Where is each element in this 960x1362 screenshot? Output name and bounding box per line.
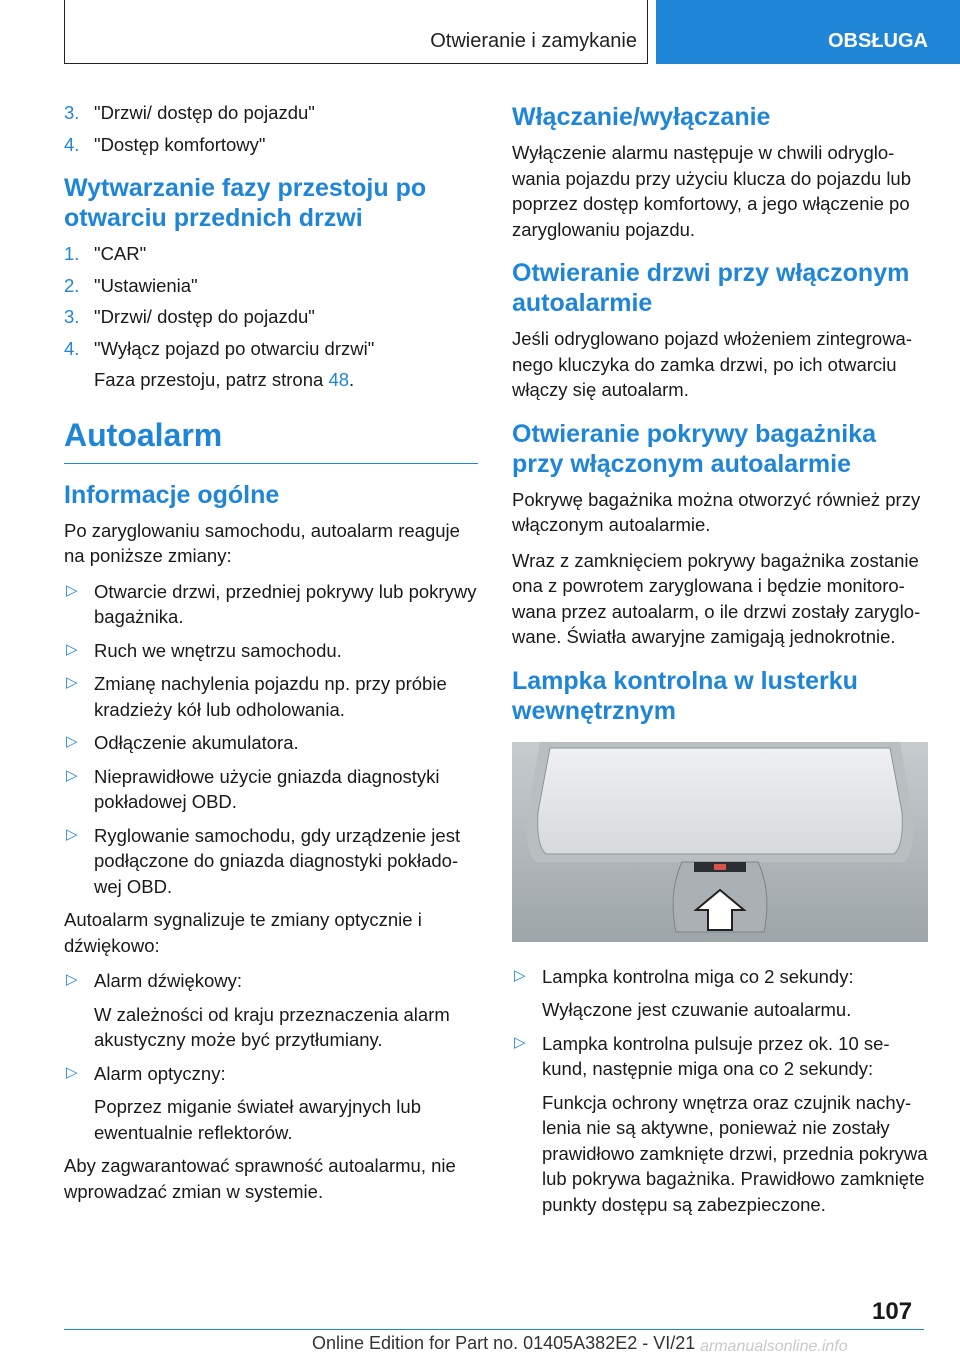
header-title: Otwieranie i zamykanie <box>430 30 637 52</box>
triangle-bullet-icon: ▷ <box>66 733 78 750</box>
list-item: 4. "Dostęp komfortowy" <box>64 133 266 155</box>
footer-divider <box>64 1329 924 1330</box>
triangle-bullet-icon: ▷ <box>66 1063 78 1081</box>
right-column <box>512 100 928 1225</box>
page-link[interactable]: 48 <box>328 369 350 390</box>
left-column <box>64 100 478 1214</box>
triangle-bullet-icon: ▷ <box>514 966 526 984</box>
heading-mirror-lamp: Lampka kontrolna w lusterku wewnętrznym <box>512 666 858 725</box>
triangle-bullet-icon: ▷ <box>66 581 78 599</box>
bullet-item: ▷ Ryglowanie samochodu, gdy urządzenie jest podłączone do gniazda diagnostyki pokładowej OBD. <box>64 823 478 900</box>
bullet-item: ▷ Zmianę nachylenia pojazdu np. przy próbie kradzieży kół lub odholowania. <box>64 671 478 722</box>
list-item: 3. "Drzwi/ dostęp do pojazdu" <box>64 306 315 327</box>
bullet-sub: Poprzez miganie świateł awaryjnych lub ewentualnie reflektorów. <box>94 1096 421 1143</box>
section-title-autoalarm: Autoalarm <box>64 413 478 464</box>
bullet-item: ▷ Nieprawidłowe użycie gniazda diagnostyki pokładowej OBD. <box>64 764 478 815</box>
header-tab-label: OBSŁUGA <box>828 30 928 52</box>
paragraph: Pokrywę bagażnika można otworzyć również przy włączonym autoalarmie. <box>512 488 921 535</box>
paragraph: Aby zagwarantować sprawność autoalarmu, nie wprowadzać zmian w systemie. <box>64 1155 456 1202</box>
bullet-item: ▷ Otwarcie drzwi, przedniej pokrywy lub pokrywy bagażnika. <box>64 579 478 630</box>
header-section-tab[interactable] <box>656 0 960 64</box>
triangle-bullet-icon: ▷ <box>66 825 78 843</box>
header-title-box <box>64 0 648 64</box>
list-item: 1. "CAR" <box>64 243 147 264</box>
watermark: armanualsonline.info <box>700 1338 848 1355</box>
paragraph: Jeśli odryglowano pojazd włożeniem zintegrowanego kluczyka do zamka drzwi, po ich otwarciu włączy się autoalarm. <box>512 328 913 400</box>
bullet-sub: Funkcja ochrony wnętrza oraz czujnik nachylenia nie są aktywne, ponieważ nie zostały prawidłowo zamknięte drzwi, przednia pokrywa lub pokrywa bagażnika. Prawidłowo zamknięte punkty dostępu są zabezpieczone. <box>542 1091 928 1215</box>
triangle-bullet-icon: ▷ <box>66 640 78 658</box>
paragraph: Wyłączenie alarmu następuje w chwili odryglowania pojazdu przy użyciu klucza do pojazdu lub poprzez dostęp komfortowy, a jego włączenie po zaryglowaniu pojazdu. <box>512 142 912 240</box>
bullet-sub: W zależności od kraju przeznaczenia alarm akustyczny może być przytłumiany. <box>94 1003 450 1050</box>
heading-trunk-alarm: Otwieranie pokrywy bagażnika przy włączonym autoalarmie <box>512 419 877 478</box>
footer-edition: Online Edition for Part no. 01405A382E2 - VI/21 <box>312 1333 696 1353</box>
triangle-bullet-icon: ▷ <box>514 1033 526 1051</box>
list-item: 4. "Wyłącz pojazd po otwarciu drzwi" <box>64 337 375 359</box>
mirror-illustration <box>512 742 928 942</box>
rearview-mirror-image <box>512 742 928 942</box>
bullet-item: ▷ Lampka kontrolna miga co 2 sekundy: <box>512 964 928 990</box>
list-item: 2. "Ustawienia" <box>64 274 198 296</box>
list-note: Faza przestoju, patrz strona 48. <box>94 369 355 390</box>
triangle-bullet-icon: ▷ <box>66 766 78 784</box>
heading-general-info: Informacje ogólne <box>64 480 280 509</box>
paragraph: Autoalarm sygnalizuje te zmiany optycznie i dźwiękowo: <box>64 909 422 956</box>
bullet-item: ▷ Alarm dźwiękowy: <box>64 968 478 994</box>
triangle-bullet-icon: ▷ <box>66 971 78 988</box>
bullet-item: ▷ Alarm optyczny: <box>64 1061 478 1087</box>
heading-on-off: Włączanie/wyłączanie <box>512 103 771 131</box>
bullet-item: ▷ Ruch we wnętrzu samochodu. <box>64 638 478 664</box>
paragraph: Po zaryglowaniu samochodu, autoalarm reaguje na poniższe zmiany: <box>64 519 460 566</box>
triangle-bullet-icon: ▷ <box>66 674 78 691</box>
page-number: 107 <box>872 1298 913 1325</box>
bullet-item: ▷ Lampka kontrolna pulsuje przez ok. 10 sekund, następnie miga ona co 2 sekundy: <box>512 1031 928 1082</box>
heading-idle-phase: Wytwarzanie fazy przestoju po otwarciu przednich drzwi <box>64 174 427 232</box>
paragraph: Wraz z zamknięciem pokrywy bagażnika zostanie ona z powrotem zaryglowana i będzie monitorowana przez autoalarm, o ile drzwi zostały zaryglowane. Światła awaryjne zamigają jednokrotnie. <box>512 549 921 647</box>
bullet-item: ▷ Odłączenie akumulatora. <box>64 730 478 756</box>
bullet-sub: Wyłączone jest czuwanie autoalarmu. <box>542 999 852 1020</box>
list-item: 3. "Drzwi/ dostęp do pojazdu" <box>64 102 315 123</box>
heading-doors-alarm: Otwieranie drzwi przy włączonym autoalarmie <box>512 259 910 317</box>
